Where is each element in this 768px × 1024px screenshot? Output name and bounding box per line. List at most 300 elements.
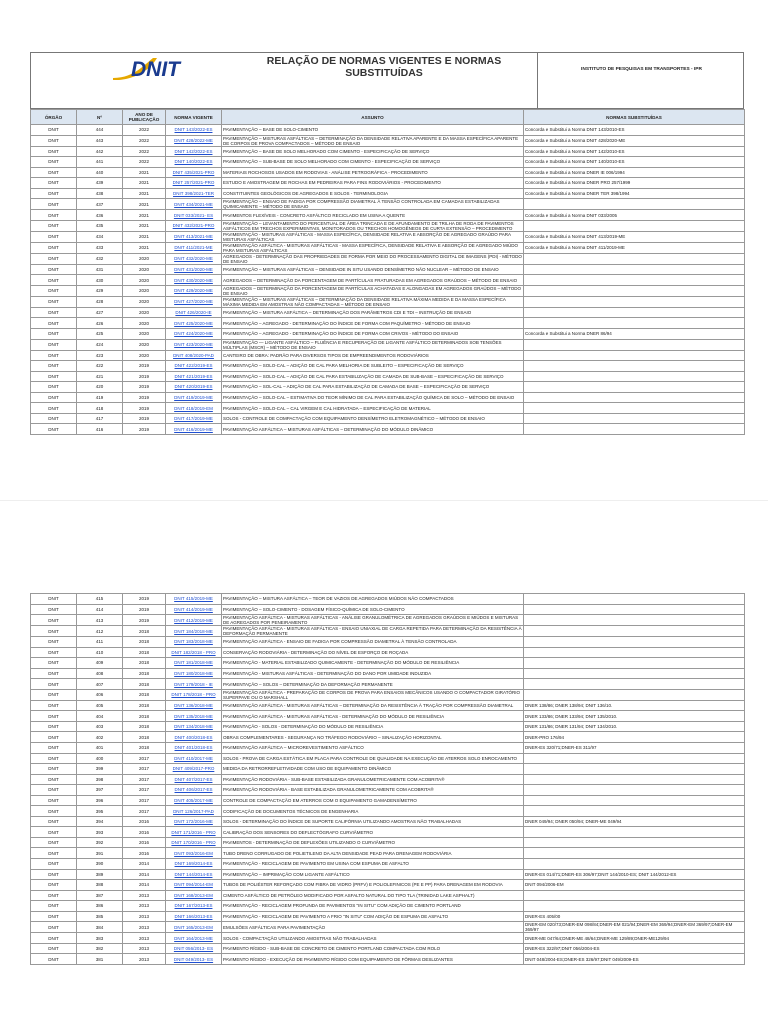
cell-assunto: PAVIMENTAÇÃO ASFÁLTICA – MICROREVESTIMENTO ASFÁLTICO xyxy=(222,743,524,754)
table-row xyxy=(31,764,745,775)
cell-ano: 2013 xyxy=(123,890,166,901)
cell-orgao: DNIT xyxy=(31,296,77,307)
cell-normas-substituidas xyxy=(524,689,745,700)
cell-normas-substituidas: DNER-ES 320/71;DNER-ES 311/97 xyxy=(524,743,745,754)
table-row xyxy=(31,157,745,168)
norma-link[interactable]: DNIT 169/2014-ES xyxy=(166,859,222,870)
norma-link[interactable]: DNIT 094/2014-EM xyxy=(166,880,222,891)
cell-orgao: DNIT xyxy=(31,125,77,136)
cell-orgao: DNIT xyxy=(31,785,77,796)
table-row xyxy=(31,125,745,136)
norma-link[interactable]: DNIT 178/2018 - PRO xyxy=(166,689,222,700)
cell-numero: 443 xyxy=(77,135,123,146)
cell-normas-substituidas xyxy=(524,827,745,838)
table-row xyxy=(31,199,745,210)
norma-link[interactable]: DNIT 418/2019-EM xyxy=(166,403,222,414)
cell-assunto: PAVIMENTAÇÃO ASFÁLTICA - MISTURAS ASFÁLTICAS - MASSA ESPECÍFICA, DENSIDADE RELATIVA E ABSORÇÃO DE AGREGADO MIÚDO PARA MISTURAS ASFÁLTICAS xyxy=(222,242,524,253)
table-row xyxy=(31,880,745,891)
cell-orgao: DNIT xyxy=(31,827,77,838)
norma-link[interactable]: DNIT 126/2017-PAD xyxy=(166,806,222,817)
cell-orgao: DNIT xyxy=(31,647,77,658)
table-row xyxy=(31,594,745,605)
cell-orgao: DNIT xyxy=(31,732,77,743)
cell-ano: 2019 xyxy=(123,392,166,403)
cell-normas-substituidas xyxy=(524,275,745,286)
cell-normas-substituidas: Concorda e Substitui a Norma DNIT 411/2019-ME xyxy=(524,242,745,253)
norma-link[interactable]: DNIT 172/2016-ME xyxy=(166,816,222,827)
cell-assunto: PAVIMENTAÇÃO – ENSAIO DE FADIGA POR COMPRESSÃO DIAMETRAL À TENSÃO CONTROLADA EM CAMADAS ESTABILIZADAS QUIMICAMENTE – MÉTODO DE ENSAIO xyxy=(222,199,524,210)
cell-ano: 2020 xyxy=(123,350,166,361)
cell-ano: 2017 xyxy=(123,806,166,817)
cell-orgao: DNIT xyxy=(31,392,77,403)
cell-assunto: PAVIMENTAÇÃO – SOLO-CAL – ADIÇÃO DE CAL PARA MELHORIA DE SUBLEITO – ESPECIFICAÇÃO DE SERVIÇO xyxy=(222,361,524,372)
cell-numero: 438 xyxy=(77,188,123,199)
cell-numero: 412 xyxy=(77,626,123,637)
norma-link[interactable]: DNIT 411/2021-ME xyxy=(166,242,222,253)
norma-link[interactable]: DNIT 429/2020-ME xyxy=(166,285,222,296)
cell-numero: 441 xyxy=(77,157,123,168)
table-body-page-2 xyxy=(31,594,745,965)
cell-ano: 2016 xyxy=(123,837,166,848)
cell-numero: 422 xyxy=(77,361,123,372)
cell-numero: 433 xyxy=(77,242,123,253)
table-row xyxy=(31,647,745,658)
cell-numero: 390 xyxy=(77,859,123,870)
cell-ano: 2020 xyxy=(123,318,166,329)
cell-orgao: DNIT xyxy=(31,848,77,859)
cell-orgao: DNIT xyxy=(31,178,77,189)
cell-orgao: DNIT xyxy=(31,711,77,722)
cell-orgao: DNIT xyxy=(31,922,77,933)
cell-assunto: PAVIMENTAÇÃO – SOL-CAL – ADIÇÃO DE CAL PARA ESTABILIZAÇÃO DE CAMADA DE BASE – ESPECIFICAÇÃO DE SERVIÇO xyxy=(222,382,524,393)
norma-link[interactable]: DNIT 432/2021-PRO xyxy=(166,220,222,231)
cell-ano: 2019 xyxy=(123,361,166,372)
cell-assunto: PAVIMENTAÇÃO – MISTURA ASFÁLTICA – TEOR DE VAZIOS DE AGREGADOS MIÚDOS NÃO COMPACTADOS xyxy=(222,594,524,605)
cell-normas-substituidas xyxy=(524,890,745,901)
cell-numero: 410 xyxy=(77,647,123,658)
cell-ano: 2018 xyxy=(123,658,166,669)
cell-orgao: DNIT xyxy=(31,774,77,785)
table-row xyxy=(31,668,745,679)
cell-orgao: DNIT xyxy=(31,806,77,817)
cell-assunto: PAVIMENTAÇÃO RODOVIÁRIA - BASE ESTABILIZADA GRANULOMETRICAMENTE COM ACOBRITA® xyxy=(222,785,524,796)
cell-assunto: SOLOS - COMPACTAÇÃO UTILIZANDO AMOSTRAS NÃO TRABALHADAS xyxy=(222,933,524,944)
cell-assunto: PAVIMENTAÇÃO – SOLO-CIMENTO - DOSAGEM FÍSICO-QUÍMICA DE SOLO-CIMENTO xyxy=(222,604,524,615)
cell-ano: 2018 xyxy=(123,679,166,690)
cell-numero: 432 xyxy=(77,253,123,264)
norma-link[interactable]: DNIT 421/2019-ES xyxy=(166,371,222,382)
norma-link[interactable]: DNIT 171/2016 - PRO xyxy=(166,827,222,838)
norma-link[interactable]: DNIT 428/2022-ME xyxy=(166,135,222,146)
table-row xyxy=(31,146,745,157)
norma-link[interactable]: DNIT 406/2017-ES xyxy=(166,785,222,796)
norma-link[interactable]: DNIT 165/2013-EM xyxy=(166,922,222,933)
cell-orgao: DNIT xyxy=(31,795,77,806)
cell-ano: 2022 xyxy=(123,157,166,168)
cell-ano: 2013 xyxy=(123,933,166,944)
table-row xyxy=(31,795,745,806)
norma-link[interactable]: DNIT 049/2013- ES xyxy=(166,954,222,965)
cell-orgao: DNIT xyxy=(31,880,77,891)
cell-numero: 395 xyxy=(77,806,123,817)
cell-numero: 425 xyxy=(77,329,123,340)
cell-normas-substituidas: DNER-ES 405/00 xyxy=(524,911,745,922)
cell-ano: 2019 xyxy=(123,615,166,626)
table-row xyxy=(31,943,745,954)
cell-numero: 399 xyxy=(77,764,123,775)
cell-normas-substituidas xyxy=(524,774,745,785)
norma-link[interactable]: DNIT 093/2016-EM xyxy=(166,848,222,859)
table-row xyxy=(31,392,745,403)
norma-link[interactable]: DNIT 431/2020-ME xyxy=(166,264,222,275)
cell-ano: 2019 xyxy=(123,382,166,393)
cell-numero: 428 xyxy=(77,296,123,307)
cell-normas-substituidas xyxy=(524,382,745,393)
cell-assunto: CONSTITUINTES GEOLÓGICOS DE AGREGADOS E SOLOS - TERMINOLOGIA xyxy=(222,188,524,199)
cell-orgao: DNIT xyxy=(31,361,77,372)
norma-link[interactable]: DNIT 168/2013-EM xyxy=(166,890,222,901)
norma-link[interactable]: DNIT 166/2013-ES xyxy=(166,911,222,922)
cell-assunto: PAVIMENTAÇÃO – SOLO-CAL – ESTIMATIVA DO TEOR MÍNIMO DE CAL PARA ESTABILIZAÇÃO QUÍMICA DE SOLO – MÉTODO DE ENSAIO xyxy=(222,392,524,403)
cell-assunto: ESTUDO E AMOSTRAGEM DE ROCHAS EM PEDREIRAS PARA FINS RODOVIÁRIOS - PROCEDIMENTO xyxy=(222,178,524,189)
cell-normas-substituidas xyxy=(524,403,745,414)
cell-assunto: EMULSÕES ASFÁLTICAS PARA PAVIMENTAÇÃO xyxy=(222,922,524,933)
cell-orgao: DNIT xyxy=(31,954,77,965)
table-row xyxy=(31,329,745,340)
cell-assunto: PAVIMENTAÇÃO - RECICLAGEM DE PAVIMENTO A FRIO "IN SITU" COM ADIÇÃO DE ESPUMA DE ASFALTO xyxy=(222,911,524,922)
cell-orgao: DNIT xyxy=(31,933,77,944)
norma-link[interactable]: DNIT 420/2019-ES xyxy=(166,382,222,393)
cell-numero: 396 xyxy=(77,795,123,806)
cell-ano: 2019 xyxy=(123,403,166,414)
cell-numero: 387 xyxy=(77,890,123,901)
cell-normas-substituidas xyxy=(524,668,745,679)
cell-orgao: DNIT xyxy=(31,135,77,146)
cell-orgao: DNIT xyxy=(31,199,77,210)
cell-normas-substituidas xyxy=(524,424,745,435)
cell-ano: 2017 xyxy=(123,795,166,806)
cell-numero: 420 xyxy=(77,382,123,393)
cell-numero: 398 xyxy=(77,774,123,785)
col-normas-substituidas: NORMAS SUBSTITUÍDAS xyxy=(524,110,745,125)
table-row xyxy=(31,637,745,648)
cell-assunto: PAVIMENTAÇÃO – SUB-BASE DE SOLO MELHORADO COM CIMENTO - ESPECIFICAÇÃO DE SERVIÇO xyxy=(222,157,524,168)
cell-numero: 404 xyxy=(77,711,123,722)
norma-link[interactable]: DNIT 426/2020-IE xyxy=(166,307,222,318)
cell-ano: 2020 xyxy=(123,296,166,307)
cell-orgao: DNIT xyxy=(31,604,77,615)
cell-assunto: CALIBRAÇÃO DOS SENSORES DO DEFLECTÓGRAFO CURVIÂMETRO xyxy=(222,827,524,838)
cell-assunto: PAVIMENTAÇÃO RODOVIÁRIA - SUB-BASE ESTABILIZADA GRANULOMETRICAMENTE COM ACOBRITA® xyxy=(222,774,524,785)
norma-link[interactable]: DNIT 184/2018-ME xyxy=(166,626,222,637)
cell-orgao: DNIT xyxy=(31,753,77,764)
norma-link[interactable]: DNIT 419/2019-ME xyxy=(166,392,222,403)
norma-link[interactable]: DNIT 424/2020-ME xyxy=(166,329,222,340)
cell-orgao: DNIT xyxy=(31,869,77,880)
cell-orgao: DNIT xyxy=(31,943,77,954)
norma-link[interactable]: DNIT 056/2013- ES xyxy=(166,943,222,954)
cell-numero: 400 xyxy=(77,753,123,764)
cell-assunto: PAVIMENTO RÍGIDO - SUB-BASE DE CONCRETO DE CIMENTO PORTLAND COMPACTADA COM ROLO xyxy=(222,943,524,954)
cell-numero: 391 xyxy=(77,848,123,859)
table-row xyxy=(31,721,745,732)
norma-link[interactable]: DNIT 417/2019-ME xyxy=(166,413,222,424)
cell-assunto: PAVIMENTAÇÃO - MISTURAS ASFÁLTICAS - MASSA ESPECÍFICA, DENSIDADE RELATIVA E ABSORÇÃO DE AGREGADO GRAÚDO PARA MISTURAS ASFÁLTICAS xyxy=(222,231,524,242)
cell-normas-substituidas xyxy=(524,594,745,605)
norma-link[interactable]: DNIT 179/2018 - IE xyxy=(166,679,222,690)
cell-orgao: DNIT xyxy=(31,350,77,361)
cell-normas-substituidas: Concorda e Substitui a Norma DNER TER 398/1994 xyxy=(524,188,745,199)
table-row xyxy=(31,679,745,690)
cell-ano: 2018 xyxy=(123,668,166,679)
cell-numero: 393 xyxy=(77,827,123,838)
cell-ano: 2018 xyxy=(123,689,166,700)
cell-normas-substituidas: DNER 049/94; DNER 050/94; DNER-ME 049/94 xyxy=(524,816,745,827)
cell-numero: 407 xyxy=(77,679,123,690)
cell-assunto: PAVIMENTO RÍGIDO - EXECUÇÃO DE PAVIMENTO RÍGIDO COM EQUIPAMENTO DE FÔRMAS DESLIZANTES xyxy=(222,954,524,965)
cell-ano: 2018 xyxy=(123,721,166,732)
norma-link[interactable]: DNIT 164/2013-ME xyxy=(166,933,222,944)
cell-ano: 2013 xyxy=(123,943,166,954)
norma-link[interactable]: DNIT 142/2022-ES xyxy=(166,146,222,157)
norma-link[interactable]: DNIT 410/2017-ME xyxy=(166,753,222,764)
norma-link[interactable]: DNIT 427/2020-ME xyxy=(166,296,222,307)
cell-numero: 385 xyxy=(77,911,123,922)
cell-ano: 2019 xyxy=(123,371,166,382)
cell-numero: 405 xyxy=(77,700,123,711)
norma-link[interactable]: DNIT 140/2022-ES xyxy=(166,157,222,168)
norma-link[interactable]: DNIT 432/2020-ME xyxy=(166,253,222,264)
cell-normas-substituidas xyxy=(524,626,745,637)
cell-normas-substituidas: DNER-ES 014/71;DNER-ES 306/97;DNIT 144/2010-ES; DNIT 144/2012-ES xyxy=(524,869,745,880)
cell-ano: 2017 xyxy=(123,785,166,796)
cell-assunto: PAVIMENTAÇÃO – BASE DE SOLO MELHORADO COM CIMENTO - ESPECIFICAÇÃO DE SERVIÇO xyxy=(222,146,524,157)
table-row xyxy=(31,424,745,435)
cell-orgao: DNIT xyxy=(31,275,77,286)
cell-normas-substituidas: Concorda e Substitui a Norma DNIT 140/2010-ES xyxy=(524,157,745,168)
cell-orgao: DNIT xyxy=(31,689,77,700)
table-body-page-1 xyxy=(31,125,745,435)
cell-ano: 2022 xyxy=(123,135,166,146)
cell-assunto: TUBO DRENO CORRUGADO DE POLIETILENO DA ALTA DENSIDADE PEAD PARA DRENAGEM RODOVIÁRIA xyxy=(222,848,524,859)
cell-assunto: CONSERVAÇÃO RODOVIÁRIA - DETERMINAÇÃO DO NÍVEL DE ESFORÇO DE ROÇADA xyxy=(222,647,524,658)
cell-normas-substituidas xyxy=(524,199,745,210)
cell-assunto: PAVIMENTAÇÃO – MISTURAS ASFÁLTICAS – DETERMINAÇÃO DA DENSIDADE RELATIVA MÁXIMA MEDIDA E DA MASSA ESPECÍFICA MÁXIMA MEDIDA EM AMOSTRAS NÃO COMPACTADAS – MÉTODO DE ENSAIO xyxy=(222,296,524,307)
norma-link[interactable]: DNIT 434/2021-ME xyxy=(166,199,222,210)
norma-link[interactable]: DNIT 134/2018-ME xyxy=(166,721,222,732)
norma-link[interactable]: DNIT 144/2014-ES xyxy=(166,869,222,880)
norma-link[interactable]: DNIT 033/2021- ES xyxy=(166,210,222,221)
cell-orgao: DNIT xyxy=(31,146,77,157)
cell-ano: 2021 xyxy=(123,178,166,189)
norma-link[interactable]: DNIT 183/2018-ME xyxy=(166,637,222,648)
norma-link[interactable]: DNIT 425/2020-ME xyxy=(166,318,222,329)
cell-ano: 2014 xyxy=(123,859,166,870)
norma-link[interactable]: DNIT 415/2019-ME xyxy=(166,594,222,605)
norma-link[interactable]: DNIT 430/2020-ME xyxy=(166,275,222,286)
cell-orgao: DNIT xyxy=(31,424,77,435)
cell-orgao: DNIT xyxy=(31,242,77,253)
cell-orgao: DNIT xyxy=(31,264,77,275)
cell-assunto: PAVIMENTAÇÃO - RECICLAGEM DE PAVIMENTO EM USINA COM ESPUMA DE ASFALTO xyxy=(222,859,524,870)
norma-link[interactable]: DNIT 180/2018-ME xyxy=(166,668,222,679)
norma-link[interactable]: DNIT 170/2016 - PRO xyxy=(166,837,222,848)
cell-assunto: PAVIMENTAÇÃO - SOLOS - DETERMINAÇÃO DO MÓDULO DE RESILIÊNCIA xyxy=(222,721,524,732)
cell-assunto: SOLOS - PROVA DE CARGA ESTÁTICA EM PLACA PARA CONTROLE DE QUALIDADE NA EXECUÇÃO DE ATERROS SOLO ENROCAMENTO xyxy=(222,753,524,764)
cell-normas-substituidas: DNER-PRO 176/94 xyxy=(524,732,745,743)
cell-normas-substituidas xyxy=(524,371,745,382)
cell-assunto: MEDIDA DA RETRORREFLETIVIDADE COM USO DE EQUIPAMENTO DINÂMICO xyxy=(222,764,524,775)
cell-normas-substituidas: Concorda e Substitui a Norma DNIT 428/2020-ME xyxy=(524,135,745,146)
norma-link[interactable]: DNIT 135/2018-ME xyxy=(166,711,222,722)
cell-normas-substituidas xyxy=(524,637,745,648)
cell-normas-substituidas xyxy=(524,679,745,690)
cell-normas-substituidas xyxy=(524,392,745,403)
table-row xyxy=(31,869,745,880)
norma-link[interactable]: DNIT 408/2020-PAD xyxy=(166,350,222,361)
table-row xyxy=(31,413,745,424)
norma-link[interactable]: DNIT 401/2018-ES xyxy=(166,743,222,754)
cell-ano: 2020 xyxy=(123,307,166,318)
cell-ano: 2021 xyxy=(123,210,166,221)
table-row xyxy=(31,231,745,242)
table-row xyxy=(31,220,745,231)
cell-assunto: PAVIMENTAÇÃO ASFÁLTICA - MISTURAS ASFÁLTICAS – DETERMINAÇÃO DA RESISTÊNCIA À TRAÇÃO POR COMPRESSÃO DIAMETRAL xyxy=(222,700,524,711)
norma-link[interactable]: DNIT 416/2019-ME xyxy=(166,424,222,435)
norma-link[interactable]: DNIT 423/2020-ME xyxy=(166,339,222,350)
cell-ano: 2022 xyxy=(123,146,166,157)
norma-link[interactable]: DNIT 167/2013-ES xyxy=(166,901,222,912)
cell-ano: 2018 xyxy=(123,700,166,711)
cell-numero: 442 xyxy=(77,146,123,157)
cell-orgao: DNIT xyxy=(31,911,77,922)
table-row xyxy=(31,743,745,754)
table-row xyxy=(31,933,745,944)
cell-numero: 402 xyxy=(77,732,123,743)
cell-numero: 413 xyxy=(77,615,123,626)
table-row xyxy=(31,615,745,626)
document-title: RELAÇÃO DE NORMAS VIGENTES E NORMAS SUBSTITUÍDAS xyxy=(266,55,502,79)
cell-numero: 382 xyxy=(77,943,123,954)
cell-ano: 2021 xyxy=(123,220,166,231)
cell-assunto: SOLOS - DETERMINAÇÃO DO ÍNDICE DE SUPORTE CALIFÓRNIA UTILIZANDO AMOSTRAS NÃO TRABALHADAS xyxy=(222,816,524,827)
cell-numero: 424 xyxy=(77,339,123,350)
norma-link[interactable]: DNIT 414/2019-ME xyxy=(166,604,222,615)
col-orgao: ÓRGÃO xyxy=(31,110,77,125)
table-row xyxy=(31,339,745,350)
norma-link[interactable]: DNIT 405/2017-ME xyxy=(166,795,222,806)
cell-orgao: DNIT xyxy=(31,220,77,231)
norma-link[interactable]: DNIT 143/2022-ES xyxy=(166,125,222,136)
norma-link[interactable]: DNIT 181/2018-ME xyxy=(166,658,222,669)
norma-link[interactable]: DNIT 398/2021-TER xyxy=(166,188,222,199)
cell-orgao: DNIT xyxy=(31,285,77,296)
cell-assunto: PAVIMENTAÇÃO – MISTURAS ASFÁLTICAS – DETERMINAÇÃO DA DENSIDADE RELATIVA APARENTE E DA MASSA ESPECÍFICA APARENTE DE CORPOS DE PROVA COMPACTADOS – MÉTODO DE ENSAIO xyxy=(222,135,524,146)
norma-link[interactable]: DNIT 182/2018 - PRO xyxy=(166,647,222,658)
cell-orgao: DNIT xyxy=(31,339,77,350)
col-numero: Nº xyxy=(77,110,123,125)
cell-assunto: OBRAS COMPLEMENTARES - SEGURANÇA NO TRÁFEGO RODOVIÁRIO – SINALIZAÇÃO HORIZONTAL xyxy=(222,732,524,743)
cell-orgao: DNIT xyxy=(31,816,77,827)
table-row xyxy=(31,188,745,199)
norma-link[interactable]: DNIT 136/2018-ME xyxy=(166,700,222,711)
table-row xyxy=(31,890,745,901)
norma-link[interactable]: DNIT 407/2017-ES xyxy=(166,774,222,785)
cell-assunto: TUBOS DE POLIÉSTER REFORÇADO COM FIBRA DE VIDRO (PRFV) E POLIOLEFINICOS (PE E PP) PARA DRENAGEM EM RODOVIA xyxy=(222,880,524,891)
cell-ano: 2021 xyxy=(123,199,166,210)
table-row xyxy=(31,859,745,870)
cell-orgao: DNIT xyxy=(31,615,77,626)
institute-name: INSTITUTO DE PESQUISAS EM TRANSPORTES - IPR xyxy=(581,67,702,72)
cell-numero: 388 xyxy=(77,880,123,891)
table-row xyxy=(31,178,745,189)
cell-assunto: CIMENTO ASFÁLTICO DE PETRÓLEO MODIFICADO POR ASFALTO NATURAL DO TIPO TLA (TRINIDAD LAKE ASPHALT) xyxy=(222,890,524,901)
norma-link[interactable]: DNIT 409/2017-PRO xyxy=(166,764,222,775)
table-row xyxy=(31,806,745,817)
cell-orgao: DNIT xyxy=(31,382,77,393)
table-row xyxy=(31,604,745,615)
cell-orgao: DNIT xyxy=(31,371,77,382)
cell-numero: 397 xyxy=(77,785,123,796)
table-row xyxy=(31,785,745,796)
cell-ano: 2013 xyxy=(123,901,166,912)
col-ano: ANO DE PUBLICAÇÃO xyxy=(123,110,166,125)
cell-normas-substituidas: DNER 131/86; DNER 131/94; DNIT 134/2010. xyxy=(524,721,745,732)
cell-assunto: SOLOS - CONTROLE DE COMPACTAÇÃO COM EQUIPAMENTO DENSÍMETRO ELETROMAGNÉTICO – MÉTODO DE ENSAIO xyxy=(222,413,524,424)
cell-assunto: PAVIMENTAÇÃO – MISTURAS ASFÁLTICAS – DENSIDADE IN SITU USANDO DENSÍMETRO NÃO NUCLEAR – MÉTODO DE ENSAIO xyxy=(222,264,524,275)
norma-link[interactable]: DNIT 412/2019-ME xyxy=(166,615,222,626)
table-row xyxy=(31,848,745,859)
norma-link[interactable]: DNIT 435/2021-PRO xyxy=(166,167,222,178)
norma-link[interactable]: DNIT 257/2021-PRO xyxy=(166,178,222,189)
cell-ano: 2021 xyxy=(123,231,166,242)
cell-normas-substituidas: Concorda e Substitui a Norma DNIT 413/2019-ME xyxy=(524,231,745,242)
cell-orgao: DNIT xyxy=(31,743,77,754)
cell-assunto: PAVIMENTAÇÃO – MISTURA ASFÁLTICA – DETERMINAÇÃO DOS PARÂMETROS CDI E TDI – INSTRUÇÃO DE ENSAIO xyxy=(222,307,524,318)
cell-normas-substituidas: Concorda e Substitui a Norma DNER 86/94 xyxy=(524,329,745,340)
standards-table-page-1 xyxy=(30,109,744,435)
cell-assunto: PAVIMENTAÇÃO ASFÁLTICA - MISTURAS ASFÁLTICAS - ANÁLISE GRANULOMÉTRICA DE AGREGADOS GRAÚDOS E MIÚDOS E MISTURAS DE AGREGADOS POR PENEIRAMENTO xyxy=(222,615,524,626)
cell-orgao: DNIT xyxy=(31,403,77,414)
cell-orgao: DNIT xyxy=(31,837,77,848)
cell-numero: 427 xyxy=(77,307,123,318)
cell-numero: 418 xyxy=(77,403,123,414)
cell-ano: 2016 xyxy=(123,816,166,827)
norma-link[interactable]: DNIT 422/2019-ES xyxy=(166,361,222,372)
cell-numero: 389 xyxy=(77,869,123,880)
cell-normas-substituidas xyxy=(524,285,745,296)
table-row xyxy=(31,732,745,743)
table-row xyxy=(31,901,745,912)
cell-orgao: DNIT xyxy=(31,210,77,221)
svg-text:DNIT: DNIT xyxy=(131,58,180,80)
norma-link[interactable]: DNIT 413/2021-ME xyxy=(166,231,222,242)
cell-assunto: PAVIMENTAÇÃO – SOLO-CAL – CAL VIRGEM E CAL HIDRATADA – ESPECIFICAÇÃO DE MATERIAL xyxy=(222,403,524,414)
cell-ano: 2016 xyxy=(123,848,166,859)
cell-orgao: DNIT xyxy=(31,167,77,178)
cell-assunto: PAVIMENTAÇÃO - MISTURAS ASFÁLTICAS - DETERMINAÇÃO DO DANO POR UMIDADE INDUZIDA xyxy=(222,668,524,679)
cell-assunto: PAVIMENTAÇÃO ASFÁLTICA - ENSAIO DE FADIGA POR COMPRESSÃO DIAMETRAL À TENSÃO CONTROLADA xyxy=(222,637,524,648)
cell-numero: 383 xyxy=(77,933,123,944)
cell-normas-substituidas xyxy=(524,296,745,307)
cell-normas-substituidas xyxy=(524,764,745,775)
norma-link[interactable]: DNIT 400/2018-ES xyxy=(166,732,222,743)
cell-normas-substituidas xyxy=(524,615,745,626)
cell-ano: 2020 xyxy=(123,285,166,296)
cell-ano: 2017 xyxy=(123,774,166,785)
cell-orgao: DNIT xyxy=(31,764,77,775)
cell-numero: 444 xyxy=(77,125,123,136)
